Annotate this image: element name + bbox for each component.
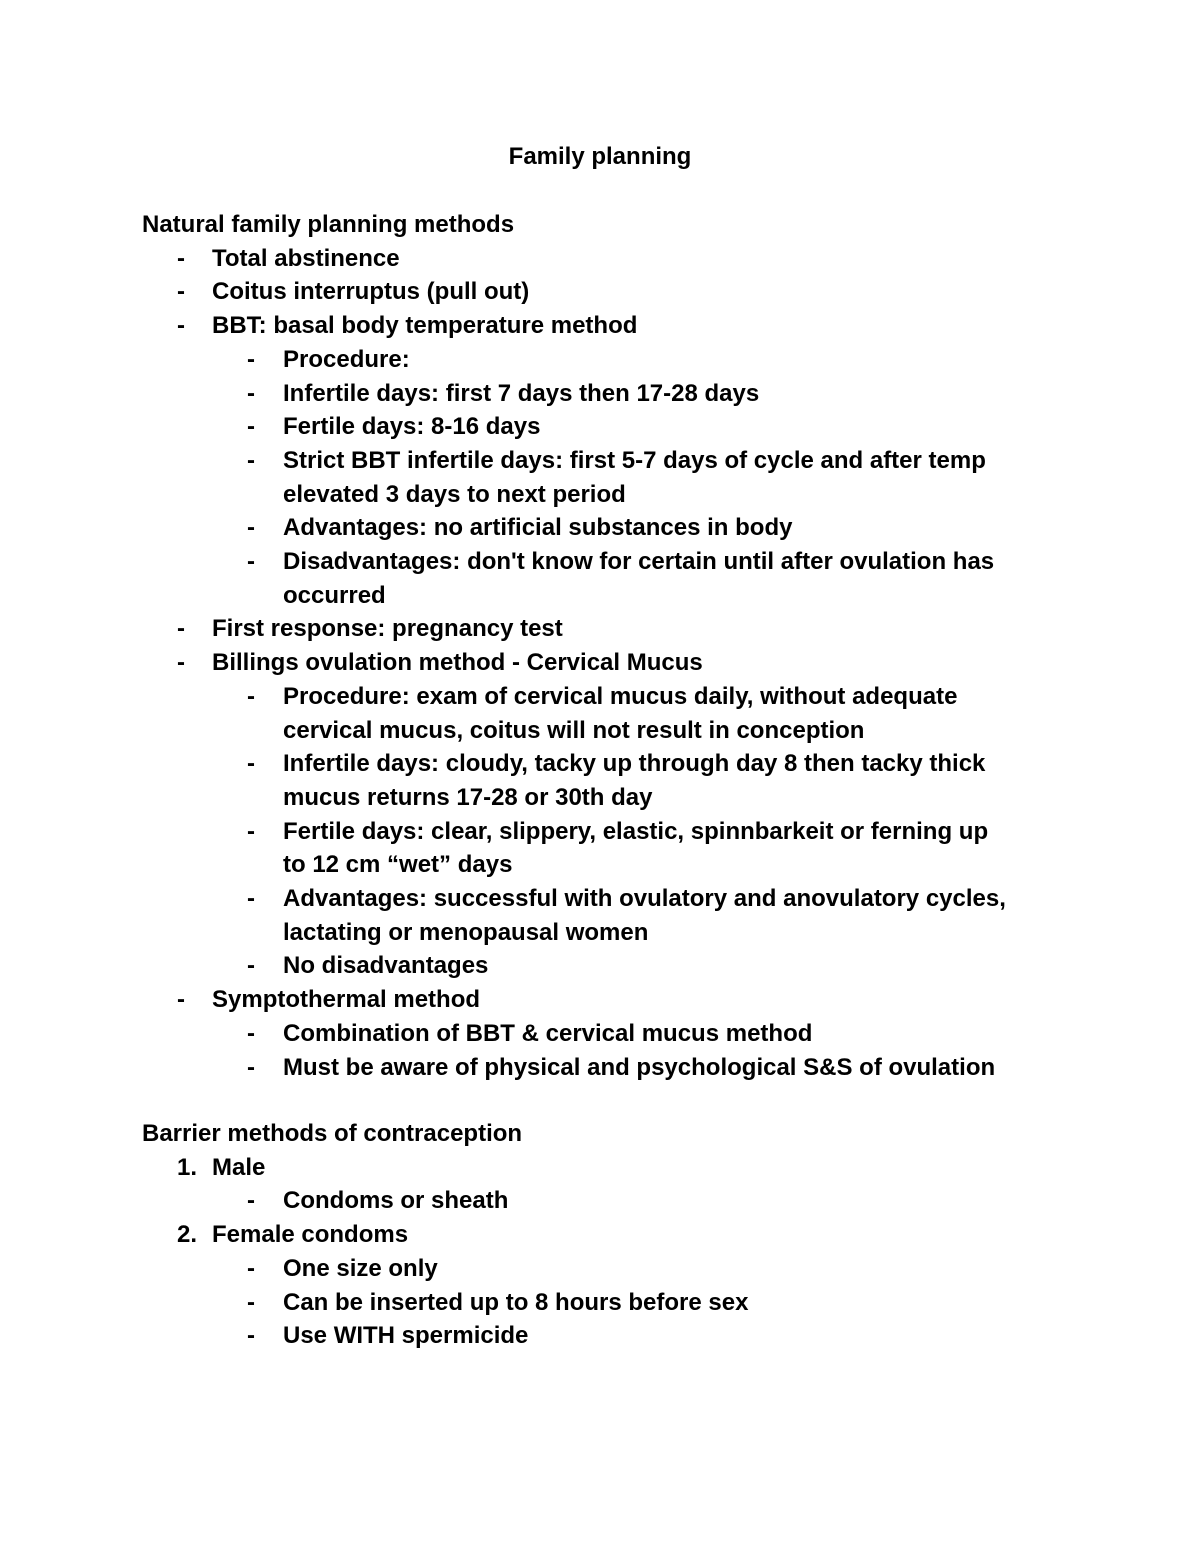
bullet-dash: - bbox=[177, 649, 185, 677]
bullet-dash: - bbox=[247, 1053, 255, 1081]
list-item-text: Condoms or sheath bbox=[283, 1187, 509, 1215]
list-item-text: lactating or menopausal women bbox=[283, 918, 649, 946]
list-item-text: Strict BBT infertile days: first 5-7 days of cycle and after temp bbox=[283, 446, 986, 474]
list-item-text: Symptothermal method bbox=[212, 986, 481, 1014]
list-item-text: to 12 cm “wet” days bbox=[283, 851, 513, 879]
list-item-text: Advantages: no artificial substances in body bbox=[283, 514, 793, 542]
list-item-text: Male bbox=[212, 1153, 266, 1181]
bullet-dash: - bbox=[247, 514, 255, 542]
list-item-text: Can be inserted up to 8 hours before sex bbox=[283, 1288, 749, 1316]
bullet-dash: - bbox=[247, 1254, 255, 1282]
list-item-text: Disadvantages: don't know for certain until after ovulation has bbox=[283, 548, 995, 575]
list-item-text: mucus returns 17-28 or 30th day bbox=[283, 783, 653, 811]
bullet-dash: - bbox=[247, 413, 255, 441]
list-item-text: First response: pregnancy test bbox=[212, 615, 563, 643]
bullet-dash: - bbox=[247, 1187, 255, 1215]
section-heading: Barrier methods of contraception bbox=[142, 1120, 523, 1147]
list-item-text: Must be aware of physical and psychological S&S of ovulation bbox=[283, 1053, 996, 1081]
list-item-text: Combination of BBT & cervical mucus method bbox=[283, 1019, 813, 1047]
list-item-text: Coitus interruptus (pull out) bbox=[212, 278, 530, 306]
list-item-text: Billings ovulation method - Cervical Mucus bbox=[212, 649, 703, 677]
bullet-dash: - bbox=[177, 278, 185, 306]
list-item-text: Procedure: bbox=[283, 345, 410, 373]
list-item-text: Procedure: exam of cervical mucus daily, without adequate bbox=[283, 682, 958, 710]
bullet-dash: - bbox=[247, 1322, 255, 1350]
bullet-dash: - bbox=[247, 817, 255, 845]
bullet-dash: - bbox=[177, 312, 185, 340]
bullet-dash: - bbox=[177, 986, 185, 1014]
bullet-dash: - bbox=[247, 885, 255, 912]
list-number: 1. bbox=[177, 1153, 198, 1181]
list-item-text: One size only bbox=[283, 1254, 438, 1282]
bullet-dash: - bbox=[247, 548, 255, 575]
section-heading: Natural family planning methods bbox=[142, 211, 515, 238]
list-item-text: Total abstinence bbox=[212, 244, 400, 272]
list-item-text: Female condoms bbox=[212, 1221, 409, 1249]
list-item-text: No disadvantages bbox=[283, 952, 489, 980]
list-item-text: Fertile days: clear, slippery, elastic, spinnbarkeit or ferning up bbox=[283, 817, 989, 845]
bullet-dash: - bbox=[247, 446, 255, 474]
bullet-dash: - bbox=[177, 615, 185, 643]
bullet-dash: - bbox=[177, 244, 185, 272]
list-item-text: cervical mucus, coitus will not result in conception bbox=[283, 716, 865, 744]
list-item-text: occurred bbox=[283, 581, 386, 609]
bullet-dash: - bbox=[247, 682, 255, 710]
page-title: Family planning bbox=[508, 143, 692, 170]
list-item-text: Fertile days: 8-16 days bbox=[283, 413, 541, 441]
bullet-dash: - bbox=[247, 750, 255, 778]
bullet-dash: - bbox=[247, 379, 255, 407]
list-number: 2. bbox=[177, 1221, 198, 1249]
bullet-dash: - bbox=[247, 1019, 255, 1047]
bullet-dash: - bbox=[247, 952, 255, 980]
list-item-text: Infertile days: first 7 days then 17-28 days bbox=[283, 379, 760, 407]
bullet-dash: - bbox=[247, 345, 255, 373]
list-item-text: Use WITH spermicide bbox=[283, 1322, 529, 1350]
list-item-text: Infertile days: cloudy, tacky up through day 8 then tacky thick bbox=[283, 750, 986, 778]
list-item-text: BBT: basal body temperature method bbox=[212, 312, 638, 340]
list-item-text: elevated 3 days to next period bbox=[283, 480, 626, 508]
list-item-text: Advantages: successful with ovulatory and anovulatory cycles, bbox=[283, 885, 1006, 912]
bullet-dash: - bbox=[247, 1288, 255, 1316]
